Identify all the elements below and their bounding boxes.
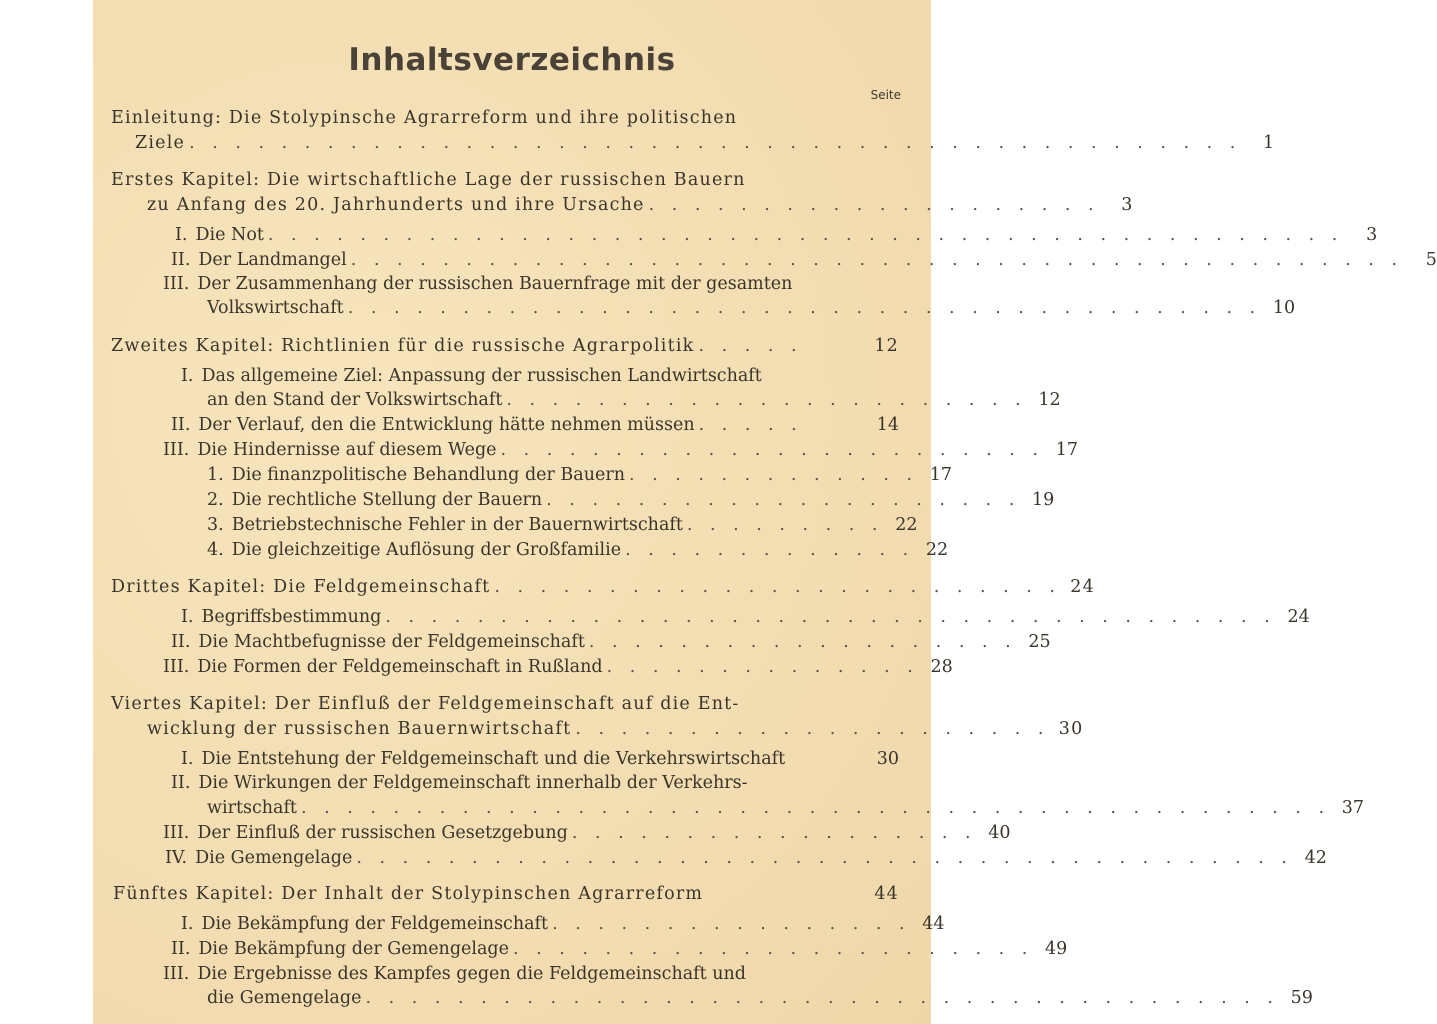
entry-number: 3.: [207, 515, 224, 535]
entry-text: Die gleichzeitige Auflösung der Großfamilie: [231, 540, 622, 560]
entry-number: I.: [181, 607, 194, 627]
leader-dots: . . . . . . . . . . . . .: [625, 540, 915, 560]
leader-dots: . . . . . . . . . . . . . . . . . . . . . . . . . . . . . . . . . . . . . . .: [385, 607, 1276, 627]
entry-text: Die rechtliche Stellung der Bauern: [231, 490, 543, 510]
toc-entry-1-3: [163, 274, 899, 300]
toc-entry-5-3: [163, 964, 899, 990]
entry-page-number: 25: [1028, 632, 1051, 652]
toc-entry-chapter-2: [111, 336, 899, 362]
entry-page-number: 3: [1121, 195, 1134, 215]
leader-dots: . . . . . . . . . . . . . . . . . . . . . . . . . . . . . . . . . . . . . . . . . . . . . . .: [267, 225, 1344, 245]
entry-page-number: 24: [1287, 607, 1310, 627]
toc-entry-5-3-cont: [207, 988, 1313, 1014]
leader-dots: . . . . . . . . . . . . . . . . . . .: [588, 632, 1017, 652]
leader-dots: . . . . . . . . . . . . . . . . . . . .: [648, 195, 1100, 215]
toc-entry-2-3-3: [207, 515, 918, 541]
entry-page-number: 44: [874, 884, 899, 904]
entry-text: Begriffsbestimmung: [201, 607, 382, 627]
leader-dots: . . . . . . . . . . . . . . . . . . . . .: [546, 490, 1021, 510]
entry-text: die Gemengelage: [207, 988, 362, 1008]
entry-page-number: 28: [930, 657, 953, 677]
entry-text: Erstes Kapitel: Die wirtschaftliche Lage der russischen Bauern: [111, 170, 746, 190]
entry-page-number: 14: [876, 415, 899, 435]
leader-dots: . . . . . . . . . . . . . . . . . . . . . . . . .: [494, 577, 1061, 597]
entry-page-number: 5: [1425, 250, 1437, 270]
entry-text: Der Landmangel: [198, 250, 347, 270]
toc-entry-2-1-cont: [207, 390, 1061, 416]
entry-number: III.: [163, 964, 190, 984]
leader-dots: . . . . . . . . . . . . . . . . . . . . . . . . . . . . . . . . . . . . . . . . . . . . . .: [350, 250, 1403, 270]
entry-number: III.: [163, 657, 190, 677]
entry-number: I.: [175, 225, 188, 245]
entry-page-number: 30: [876, 749, 899, 769]
entry-page-number: 12: [1038, 390, 1061, 410]
toc-entry-2-2: [171, 415, 899, 441]
entry-number: III.: [163, 440, 190, 460]
entry-text: Die Entstehung der Feldgemeinschaft und die Verkehrswirtschaft: [201, 749, 786, 769]
toc-entry-chapter-3: [111, 577, 1095, 603]
leader-dots: . . . . . . . . . . . . . . . .: [552, 914, 911, 934]
toc-entry-2-1: [181, 366, 899, 392]
toc-entry-chapter-1: [111, 170, 899, 196]
leader-dots: . . . . . . . . . . . . . . . . . . . . . . . . . . . . . . . . . . . . . . . .: [347, 298, 1262, 318]
entry-number: II.: [171, 773, 191, 793]
leader-dots: . . . . . . . . .: [686, 515, 884, 535]
entry-number: 1.: [207, 465, 224, 485]
entry-text: Die finanzpolitische Behandlung der Bauern: [231, 465, 625, 485]
toc-entry-2-3: [163, 440, 1078, 466]
entry-text: Die Bekämpfung der Gemengelage: [198, 939, 509, 959]
entry-page-number: 17: [1055, 440, 1078, 460]
entry-text: Die Formen der Feldgemeinschaft in Rußland: [197, 657, 603, 677]
toc-entry-2-3-4: [207, 540, 949, 566]
entry-text: Viertes Kapitel: Der Einfluß der Feldgemeinschaft auf die Ent-: [111, 694, 740, 714]
toc-entry-chapter-4-cont: [147, 719, 1084, 745]
entry-page-number: 19: [1031, 490, 1055, 510]
toc-entry-3-2: [171, 632, 1051, 658]
entry-number: III.: [163, 274, 190, 294]
entry-page-number: 44: [922, 914, 945, 934]
toc-entry-introduction: [111, 108, 899, 134]
page-title: Inhaltsverzeichnis: [348, 42, 676, 78]
toc-entry-introduction-cont: [135, 133, 1276, 159]
entry-number: 4.: [207, 540, 224, 560]
toc-entry-2-3-1: [207, 465, 953, 491]
entry-text: Der Einfluß der russischen Gesetzgebung: [197, 823, 568, 843]
book-page: [93, 0, 1437, 1024]
entry-page-number: 22: [925, 540, 949, 560]
entry-text: Die Bekämpfung der Feldgemeinschaft: [201, 914, 549, 934]
entry-text: Der Verlauf, den die Entwicklung hätte nehmen müssen: [198, 415, 695, 435]
entry-page-number: 3: [1366, 225, 1378, 245]
leader-dots: . . . . .: [698, 415, 803, 435]
leader-dots: . . . . . . . . . . . . . . . . . . . . . . .: [506, 390, 1027, 410]
leader-dots: . . . . . . . . . . . . . . . . . . . . .: [575, 719, 1050, 739]
toc-entry-chapter-4: [111, 694, 899, 720]
leader-dots: . . . . . . . . . . . . . . . . . . . . . . . . . . . . . . . . . . . . . . . . . . . . .: [300, 798, 1331, 818]
entry-text: Volkswirtschaft: [207, 298, 344, 318]
toc-entry-1-1: [175, 225, 1378, 251]
entry-text: Die Ergebnisse des Kampfes gegen die Feldgemeinschaft und: [197, 964, 746, 984]
entry-number: IV.: [165, 848, 188, 868]
entry-number: I.: [181, 749, 194, 769]
leader-dots: . . . . . . . . . . . . . . . . . . . . . . . . . . . . . . . . . . . . . . . . . . . . . .: [189, 133, 1242, 153]
toc-entry-chapter-1-cont: [147, 195, 1134, 221]
toc-entry-chapter-5: [113, 884, 899, 910]
toc-entry-3-3: [163, 657, 953, 683]
leader-dots: . . . . . . . . . . . . . .: [606, 657, 919, 677]
entry-page-number: 42: [1304, 848, 1327, 868]
leader-dots: . . . . . . . . . . . . . . . . . . . . . . . . . . . . . . . . . . . . . . . .: [365, 988, 1279, 1008]
leader-dots: . . . . . . . . . . . . . . . . . .: [571, 823, 977, 843]
entry-page-number: 30: [1058, 719, 1084, 739]
entry-page-number: 1: [1262, 133, 1276, 153]
entry-text: Einleitung: Die Stolypinsche Agrarreform und ihre politischen: [111, 108, 738, 128]
entry-number: II.: [171, 632, 191, 652]
entry-text: zu Anfang des 20. Jahrhunderts und ihre Ursache: [147, 195, 645, 215]
page-column-label: Seite: [870, 88, 901, 102]
entry-number: II.: [171, 939, 191, 959]
entry-text: an den Stand der Volkswirtschaft: [207, 390, 503, 410]
entry-page-number: 37: [1341, 798, 1365, 818]
entry-text: Drittes Kapitel: Die Feldgemeinschaft: [111, 577, 491, 597]
entry-text: Fünftes Kapitel: Der Inhalt der Stolypinschen Agrarreform: [113, 884, 704, 904]
entry-page-number: 59: [1290, 988, 1313, 1008]
entry-text: wirtschaft: [207, 798, 297, 818]
entry-text: Die Machtbefugnisse der Feldgemeinschaft: [198, 632, 585, 652]
toc-entry-4-2-cont: [207, 798, 1365, 824]
toc-entry-2-3-2: [207, 490, 1055, 516]
toc-entry-1-3-cont: [207, 298, 1296, 324]
entry-text: wicklung der russischen Bauernwirtschaft: [147, 719, 572, 739]
toc-entry-5-1: [181, 914, 945, 940]
entry-page-number: 24: [1070, 577, 1095, 597]
entry-page-number: 10: [1272, 298, 1296, 318]
entry-page-number: 40: [988, 823, 1011, 843]
entry-text: Das allgemeine Ziel: Anpassung der russischen Landwirtschaft: [201, 366, 762, 386]
entry-text: Die Hindernisse auf diesem Wege: [197, 440, 497, 460]
leader-dots: . . . . .: [698, 336, 803, 356]
toc-entry-4-3: [163, 823, 1011, 849]
entry-page-number: 17: [929, 465, 953, 485]
entry-text: Der Zusammenhang der russischen Bauernfrage mit der gesamten: [197, 274, 793, 294]
toc-entry-4-2: [171, 773, 899, 799]
leader-dots: . . . . . . . . . . . . . . . . . . . . . . . .: [500, 440, 1044, 460]
entry-number: II.: [171, 250, 191, 270]
entry-page-number: 49: [1045, 939, 1068, 959]
leader-dots: . . . . . . . . . . . . . . . . . . . . . . .: [512, 939, 1034, 959]
entry-number: I.: [181, 366, 194, 386]
entry-page-number: 12: [874, 336, 899, 356]
leader-dots: . . . . . . . . . . . . .: [629, 465, 919, 485]
entry-number: 2.: [207, 490, 224, 510]
entry-number: III.: [163, 823, 190, 843]
entry-text: Zweites Kapitel: Richtlinien für die russische Agrarpolitik: [111, 336, 695, 356]
entry-text: Die Not: [195, 225, 264, 245]
entry-text: Die Wirkungen der Feldgemeinschaft innerhalb der Verkehrs-: [198, 773, 748, 793]
entry-number: II.: [171, 415, 191, 435]
entry-text: Ziele: [135, 133, 186, 153]
entry-number: I.: [181, 914, 194, 934]
toc-entry-3-1: [181, 607, 1310, 633]
entry-text: Betriebstechnische Fehler in der Bauernwirtschaft: [231, 515, 683, 535]
toc-entry-5-2: [171, 939, 1068, 965]
leader-dots: . . . . . . . . . . . . . . . . . . . . . . . . . . . . . . . . . . . . . . . . .: [356, 848, 1293, 868]
entry-page-number: 22: [895, 515, 918, 535]
toc-entry-4-1: [181, 749, 899, 775]
toc-entry-4-4: [165, 848, 1327, 874]
toc-entry-1-2: [171, 250, 1437, 276]
entry-text: Die Gemengelage: [195, 848, 353, 868]
